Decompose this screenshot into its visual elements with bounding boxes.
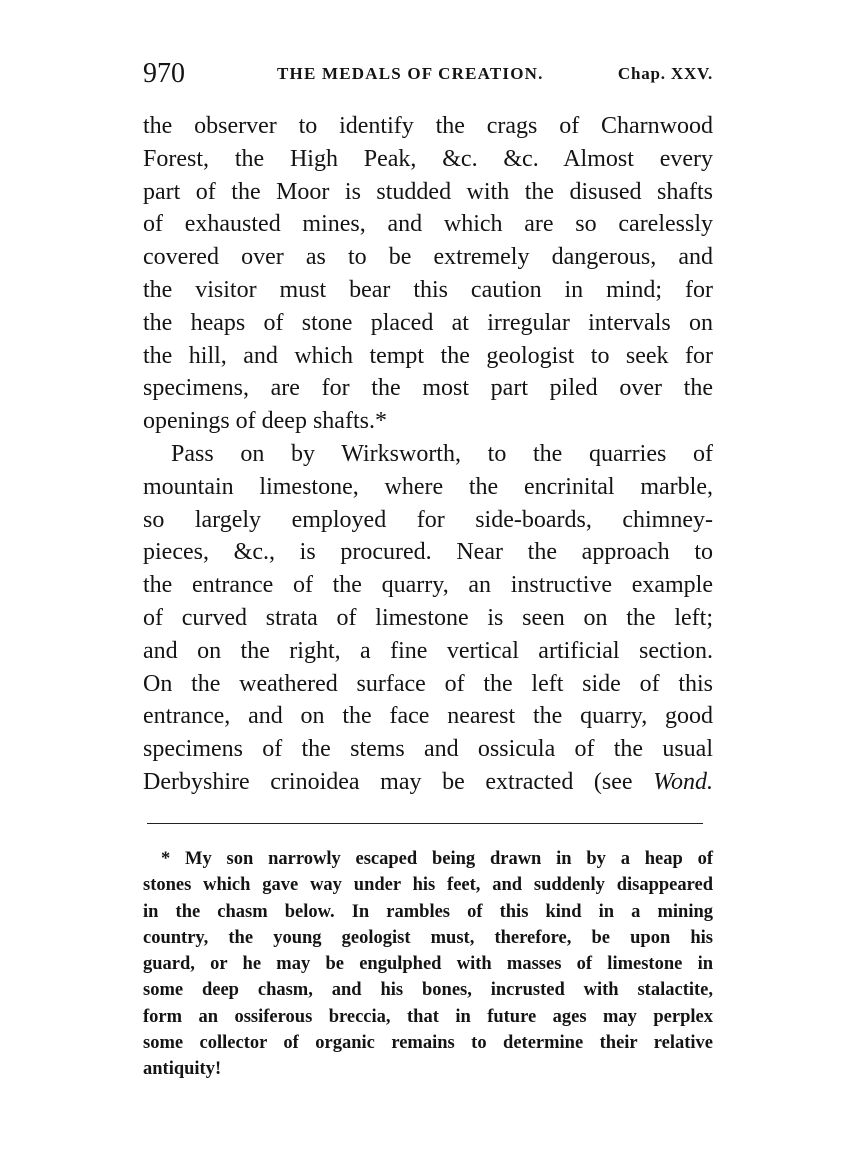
body-line: part of the Moor is studded with the disused shafts <box>143 178 713 205</box>
footnote-line: some deep chasm, and his bones, incrusted with stalactite, <box>143 980 713 1001</box>
body-line: entrance, and on the face nearest the quarry, good <box>143 703 713 730</box>
footnote-rule <box>147 823 703 824</box>
chapter-label: Chap. XXV. <box>617 64 713 83</box>
footnote-line: * My son narrowly escaped being drawn in by a heap of <box>161 849 713 869</box>
body-line: the entrance of the quarry, an instructive example <box>143 572 713 599</box>
body-line: openings of deep shafts.* <box>143 408 387 435</box>
body-line: the heaps of stone placed at irregular intervals on <box>143 309 713 336</box>
body-line: Forest, the High Peak, &c. &c. Almost every <box>143 145 713 172</box>
body-line: mountain limestone, where the encrinital marble, <box>143 473 713 500</box>
body-line: of curved strata of limestone is seen on the left; <box>143 604 713 631</box>
footnote-line: in the chasm below. In rambles of this kind in a mining <box>143 901 713 922</box>
body-line: and on the right, a fine vertical artificial section. <box>143 637 713 664</box>
running-head <box>143 57 713 91</box>
footnote-line: some collector of organic remains to determine their relative <box>143 1033 713 1054</box>
body-line-last <box>143 766 713 799</box>
footnote-line: guard, or he may be engulphed with masses of limestone in <box>143 954 713 975</box>
body-line-text: Derbyshire crinoidea may be extracted (see <box>143 768 654 795</box>
running-title: THE MEDALS OF CREATION. <box>277 64 544 83</box>
body-line: of exhausted mines, and which are so carelessly <box>143 211 713 238</box>
body-line: the observer to identify the crags of Charnwood <box>143 113 713 139</box>
body-text <box>143 110 713 799</box>
italic-reference: Wond. <box>653 768 713 795</box>
page-number: 970 <box>143 58 185 89</box>
footnote-line: country, the young geologist must, therefore, be upon his <box>143 927 713 948</box>
footnote-line: antiquity! <box>143 1059 222 1080</box>
body-line: Pass on by Wirksworth, to the quarries of <box>171 440 713 467</box>
body-line: On the weathered surface of the left side of this <box>143 670 713 697</box>
body-line: so largely employed for side-boards, chimney- <box>143 506 713 533</box>
body-line: the visitor must bear this caution in mind; for <box>143 276 713 303</box>
body-line: specimens, are for the most part piled over the <box>143 375 713 402</box>
footnote-line: stones which gave way under his feet, and suddenly disappeared <box>143 875 713 896</box>
body-line: covered over as to be extremely dangerous, and <box>143 244 713 271</box>
body-line: pieces, &c., is procured. Near the approach to <box>143 539 713 566</box>
footnote-line: form an ossiferous breccia, that in future ages may perplex <box>143 1006 713 1027</box>
body-line: specimens of the stems and ossicula of the usual <box>143 736 713 763</box>
footnote <box>143 846 713 1083</box>
body-line: the hill, and which tempt the geologist to seek for <box>143 342 713 369</box>
